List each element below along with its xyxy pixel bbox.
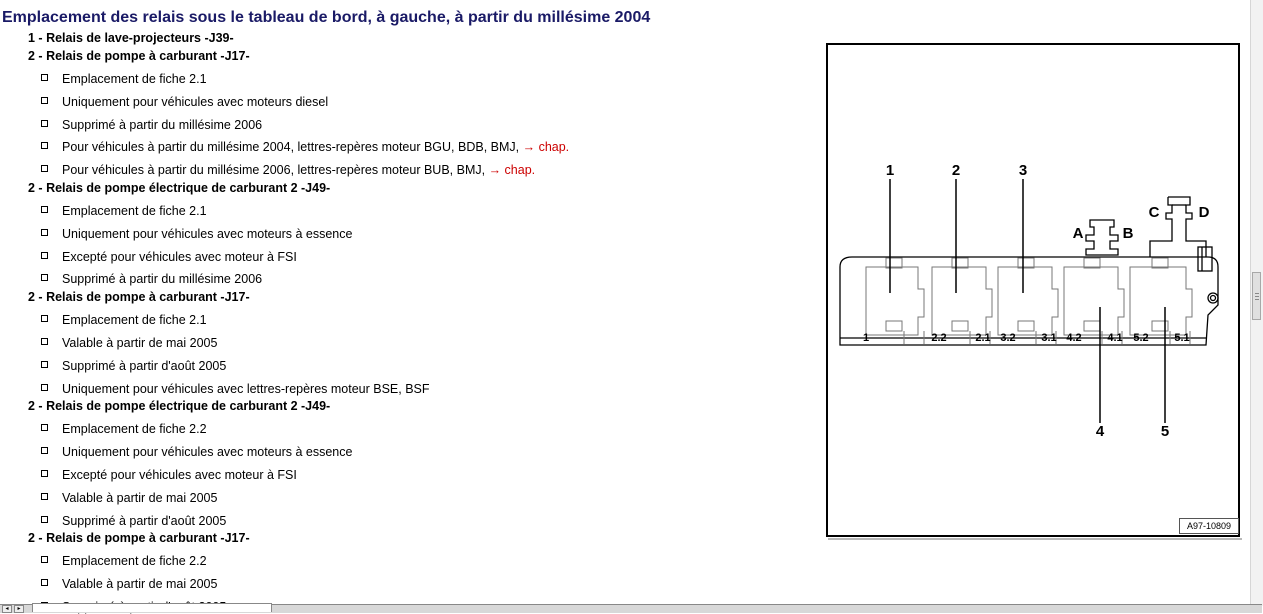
bullet-square-icon: [41, 206, 48, 213]
bullet-text: Valable à partir de mai 2005: [62, 577, 218, 592]
list-bullet: [41, 445, 352, 459]
bullet-text: Pour véhicules à partir du millésime 2004, lettres-repères moteur BGU, BDB, BMJ,: [62, 140, 523, 155]
bullet-square-icon: [41, 579, 48, 586]
bottom-tab-bar: [0, 604, 1262, 613]
scrollbar-thumb[interactable]: [1252, 272, 1261, 320]
item-number: 2 -: [28, 181, 43, 195]
list-bullet: [41, 554, 207, 568]
list-bullet: [41, 577, 217, 591]
relay-panel-diagram: [828, 45, 1238, 535]
bullet-text: Uniquement pour véhicules avec moteurs diesel: [62, 94, 329, 109]
slot-label: 3.2: [1000, 332, 1016, 344]
list-bullet: [41, 468, 297, 482]
list-item-heading: [28, 290, 250, 304]
item-title: Relais de pompe électrique de carburant 2 -J49-: [46, 181, 331, 195]
slot-label: 1: [862, 332, 870, 344]
chapter-link[interactable]: → chap.: [488, 163, 536, 178]
slot-label: 4.1: [1107, 332, 1123, 344]
item-number: 1 -: [28, 31, 43, 45]
list-bullet: [41, 422, 207, 436]
slot-label: 3.1: [1041, 332, 1057, 344]
bullet-text: Uniquement pour véhicules avec moteurs à essence: [62, 226, 353, 241]
callout-number: 1: [885, 162, 895, 179]
list-bullet: [41, 359, 226, 373]
bullet-square-icon: [41, 516, 48, 523]
relay-panel-figure: [826, 43, 1240, 537]
bullet-square-icon: [41, 470, 48, 477]
bullet-square-icon: [41, 165, 48, 172]
item-title: Relais de lave-projecteurs -J39-: [46, 31, 234, 45]
bullet-text: Supprimé à partir d'août 2005: [62, 513, 227, 528]
bullet-square-icon: [41, 97, 48, 104]
bullet-square-icon: [41, 274, 48, 281]
callout-number: 4: [1095, 423, 1105, 440]
slot-label: 5.2: [1133, 332, 1149, 344]
bullet-text: Emplacement de fiche 2.1: [62, 72, 207, 86]
list-bullet: [41, 336, 217, 350]
list-bullet: [41, 140, 569, 154]
bullet-text: Excepté pour véhicules avec moteur à FSI: [62, 249, 297, 264]
item-number: 2 -: [28, 531, 43, 546]
bullet-text: Uniquement pour véhicules avec moteurs à essence: [62, 445, 353, 460]
connector-letter: A: [1072, 225, 1084, 242]
bullet-square-icon: [41, 447, 48, 454]
bullet-text: Emplacement de fiche 2.1: [62, 204, 207, 218]
item-number: 2 -: [28, 399, 43, 414]
bullet-square-icon: [41, 384, 48, 391]
list-bullet: [41, 227, 352, 241]
slot-label: 5.1: [1174, 332, 1190, 344]
bullet-text: Emplacement de fiche 2.2: [62, 554, 207, 569]
list-bullet: [41, 72, 207, 86]
list-bullet: [41, 250, 297, 264]
bullet-square-icon: [41, 142, 48, 149]
bullet-square-icon: [41, 361, 48, 368]
bullet-square-icon: [41, 120, 48, 127]
list-bullet: [41, 491, 217, 505]
list-item-heading: [28, 49, 250, 63]
list-item-heading: [28, 181, 330, 195]
callout-number: 2: [951, 162, 961, 179]
bullet-square-icon: [41, 315, 48, 322]
list-bullet: [41, 382, 430, 396]
vertical-scrollbar[interactable]: [1250, 0, 1263, 606]
item-number: 2 -: [28, 49, 43, 63]
list-bullet: [41, 514, 226, 528]
bullet-square-icon: [41, 74, 48, 81]
item-title: Relais de pompe électrique de carburant 2 -J49-: [46, 399, 331, 414]
item-title: Relais de pompe à carburant -J17-: [46, 290, 250, 305]
list-bullet: [41, 95, 328, 109]
list-item-heading: [28, 531, 250, 545]
connector-letter: B: [1122, 225, 1134, 242]
bullet-text: Emplacement de fiche 2.2: [62, 422, 207, 437]
bullet-text: Valable à partir de mai 2005: [62, 336, 218, 350]
list-bullet: [41, 163, 535, 177]
bullet-text: Excepté pour véhicules avec moteur à FSI: [62, 468, 297, 482]
list-bullet: [41, 204, 207, 218]
callout-number: 5: [1160, 423, 1170, 440]
bullet-square-icon: [41, 493, 48, 500]
slot-label: 2.1: [975, 332, 991, 344]
bullet-text: Supprimé à partir du millésime 2006: [62, 272, 263, 287]
connector-letter: D: [1198, 204, 1210, 221]
list-bullet: [41, 118, 262, 132]
bullet-text: Supprimé à partir du millésime 2006: [62, 117, 263, 132]
item-title: Relais de pompe à carburant -J17-: [46, 531, 250, 546]
bullet-text: Valable à partir de mai 2005: [62, 490, 218, 505]
list-bullet: [41, 272, 262, 286]
list-item-heading: [28, 399, 330, 413]
list-item-heading: [28, 31, 234, 45]
bullet-text: Pour véhicules à partir du millésime 2006, lettres-repères moteur BUB, BMJ,: [62, 163, 489, 178]
document-tab[interactable]: [32, 603, 272, 612]
item-title: Relais de pompe à carburant -J17-: [46, 49, 250, 63]
bullet-text: Uniquement pour véhicules avec lettres-repères moteur BSE, BSF: [62, 381, 430, 396]
bullet-square-icon: [41, 252, 48, 259]
chapter-link[interactable]: → chap.: [522, 140, 570, 155]
list-bullet: [41, 313, 207, 327]
tab-scroll-left-icon[interactable]: ◂: [2, 605, 12, 613]
bullet-square-icon: [41, 338, 48, 345]
callout-number: 3: [1018, 162, 1028, 179]
slot-label: 4.2: [1066, 332, 1082, 344]
item-number: 2 -: [28, 290, 43, 305]
bullet-square-icon: [41, 229, 48, 236]
bullet-square-icon: [41, 424, 48, 431]
figure-id-label: A97-10809: [1179, 518, 1239, 534]
slot-label: 2.2: [931, 332, 947, 344]
bullet-square-icon: [41, 556, 48, 563]
bullet-text: Supprimé à partir d'août 2005: [62, 358, 227, 373]
tab-scroll-right-icon[interactable]: ▸: [14, 605, 24, 613]
bullet-text: Emplacement de fiche 2.1: [62, 313, 207, 328]
figure-shadow: [828, 538, 1242, 540]
page-title: Emplacement des relais sous le tableau de bord, à gauche, à partir du millésime 2004: [2, 9, 651, 26]
connector-letter: C: [1148, 204, 1160, 221]
